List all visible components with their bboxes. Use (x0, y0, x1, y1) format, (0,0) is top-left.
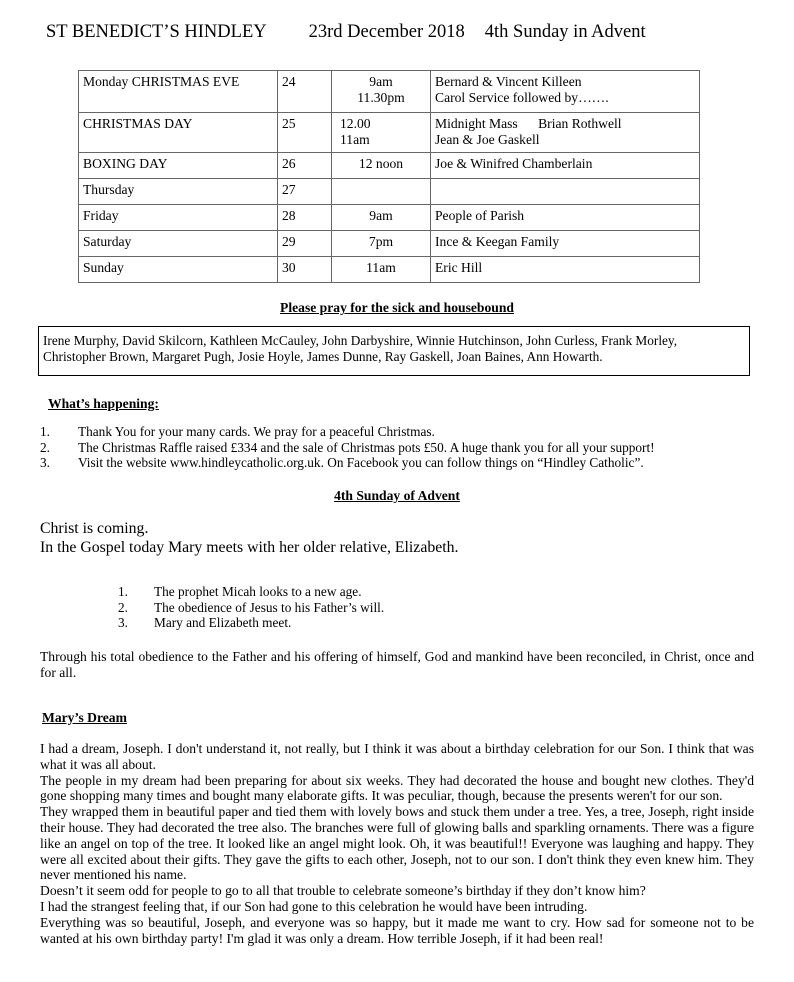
intention-cell (431, 71, 700, 113)
story-paragraph: Everything was so beautiful, Joseph, and everyone was so happy, but it made me want to cry. How sad for someone not to be wanted at his own birthday party! I'm glad it was only a dream. How terrible Joseph, if it had been real! (40, 914, 754, 946)
time-cell (332, 71, 431, 113)
list-text: The obedience of Jesus to his Father’s will. (154, 599, 385, 615)
list-item (118, 615, 718, 631)
intention-cell: People of Parish (431, 205, 700, 231)
sick-names-line: Irene Murphy, David Skilcorn, Kathleen McCauley, John Darbyshire, Winnie Hutchinson, John Curless, Frank Morley, (43, 333, 678, 348)
sick-list-box (38, 326, 750, 376)
dream-story (40, 741, 754, 946)
date-cell: 29 (278, 231, 332, 257)
time-cell: 7pm (332, 231, 431, 257)
list-text: The prophet Micah looks to a new age. (154, 584, 362, 599)
intention-line: Midnight Mass Brian Rothwell (435, 116, 622, 131)
table-row (79, 113, 700, 153)
intention-line: Bernard & Vincent Killeen (435, 74, 582, 89)
list-number: 2. (40, 439, 50, 455)
time-line: 9am (369, 74, 393, 89)
time-cell (332, 113, 431, 153)
advent-readings-list (118, 584, 718, 631)
date-cell: 26 (278, 153, 332, 179)
intention-cell: Joe & Winifred Chamberlain (431, 153, 700, 179)
time-cell: 11am (332, 257, 431, 283)
parish-name: ST BENEDICT’S HINDLEY (46, 22, 267, 42)
intention-line: Jean & Joe Gaskell (435, 131, 540, 147)
day-cell: BOXING DAY (79, 153, 278, 179)
advent-heading: 4th Sunday of Advent (334, 488, 460, 503)
intention-line: Carol Service followed by……. (435, 89, 609, 105)
date-cell: 25 (278, 113, 332, 153)
bulletin-date: 23rd December 2018 (308, 22, 465, 42)
intro-line: Christ is coming. (40, 520, 149, 537)
list-text: Thank You for your many cards. We pray for a peaceful Christmas. (78, 424, 435, 439)
date-cell: 27 (278, 179, 332, 205)
day-cell: Saturday (79, 231, 278, 257)
story-paragraph: They wrapped them in beautiful paper and tied them with lovely bows and stuck them under a tree. Yes, a tree, Joseph, right inside their house. They had decorated the tree also. The branches were full of glowing balls and sparkling ornaments. There was a figure like an angel on top of the tree. It looked like an angel might look. Oh, it was beautiful!! Everyone was laughing and happy. They were all excited about their gifts. They gave the gifts to each other, Joseph, not to our son. I don't think they even knew him. They never mentioned his name. (40, 804, 754, 883)
dream-heading: Mary’s Dream (42, 710, 127, 725)
story-paragraph: I had the strangest feeling that, if our Son had gone to this celebration he would have been intruding. (40, 898, 588, 914)
list-number: 1. (118, 584, 128, 599)
list-item (118, 584, 718, 600)
table-row (79, 205, 700, 231)
list-item (40, 455, 760, 471)
story-paragraph: Doesn’t it seem odd for people to go to all that trouble to celebrate someone’s birthday if they don’t know him? (40, 883, 646, 899)
time-line: 12.00 (340, 116, 371, 131)
intention-cell: Eric Hill (431, 257, 700, 283)
day-cell: Thursday (79, 179, 278, 205)
advent-closing: Through his total obedience to the Father and his offering of himself, God and mankind have been reconciled, in Christ, once and for all. (40, 649, 754, 680)
day-cell: CHRISTMAS DAY (79, 113, 278, 153)
list-number: 3. (40, 455, 50, 471)
sick-heading: Please pray for the sick and housebound (280, 300, 514, 315)
intention-cell (431, 179, 700, 205)
day-cell: Monday CHRISTMAS EVE (79, 71, 278, 113)
table-row (79, 153, 700, 179)
mass-schedule-table (78, 70, 700, 283)
page-header (46, 22, 646, 43)
whats-happening-heading: What’s happening: (48, 396, 159, 411)
time-cell: 12 noon (332, 153, 431, 179)
time-cell: 9am (332, 205, 431, 231)
happening-list (40, 424, 760, 471)
table-row (79, 257, 700, 283)
list-text: Visit the website www.hindleycatholic.org.uk. On Facebook you can follow things on “Hindley Catholic”. (78, 455, 644, 471)
time-line: 11am (340, 131, 370, 147)
table-row (79, 179, 700, 205)
list-number: 1. (40, 424, 50, 439)
table-row (79, 231, 700, 257)
list-item (40, 424, 760, 440)
date-cell: 24 (278, 71, 332, 113)
list-item (118, 600, 718, 616)
liturgical-sunday: 4th Sunday in Advent (484, 22, 646, 42)
story-paragraph: I had a dream, Joseph. I don't understand it, not really, but I think it was about a birthday celebration for our Son. I think that was what it was all about. (40, 741, 754, 772)
advent-intro (40, 520, 760, 557)
table-row (79, 71, 700, 113)
list-number: 2. (118, 599, 128, 615)
day-cell: Friday (79, 205, 278, 231)
story-paragraph: The people in my dream had been preparing for about six weeks. They had decorated the house and bought new clothes. They'd gone shopping many times and bought many elaborate gifts. It was peculiar, though, because the presents weren't for our son. (40, 772, 754, 804)
list-text: The Christmas Raffle raised £334 and the sale of Christmas pots £50. A huge thank you for all your support! (78, 439, 655, 455)
intention-cell: Ince & Keegan Family (431, 231, 700, 257)
date-cell: 28 (278, 205, 332, 231)
intro-line: In the Gospel today Mary meets with her older relative, Elizabeth. (40, 538, 459, 556)
list-number: 3. (118, 615, 128, 631)
time-cell (332, 179, 431, 205)
sick-names-line: Christopher Brown, Margaret Pugh, Josie Hoyle, James Dunne, Ray Gaskell, Joan Baines, Ann Howarth. (43, 349, 603, 364)
day-cell: Sunday (79, 257, 278, 283)
list-text: Mary and Elizabeth meet. (154, 615, 292, 631)
list-item (40, 440, 760, 456)
date-cell: 30 (278, 257, 332, 283)
intention-cell (431, 113, 700, 153)
time-line: 11.30pm (357, 89, 405, 105)
